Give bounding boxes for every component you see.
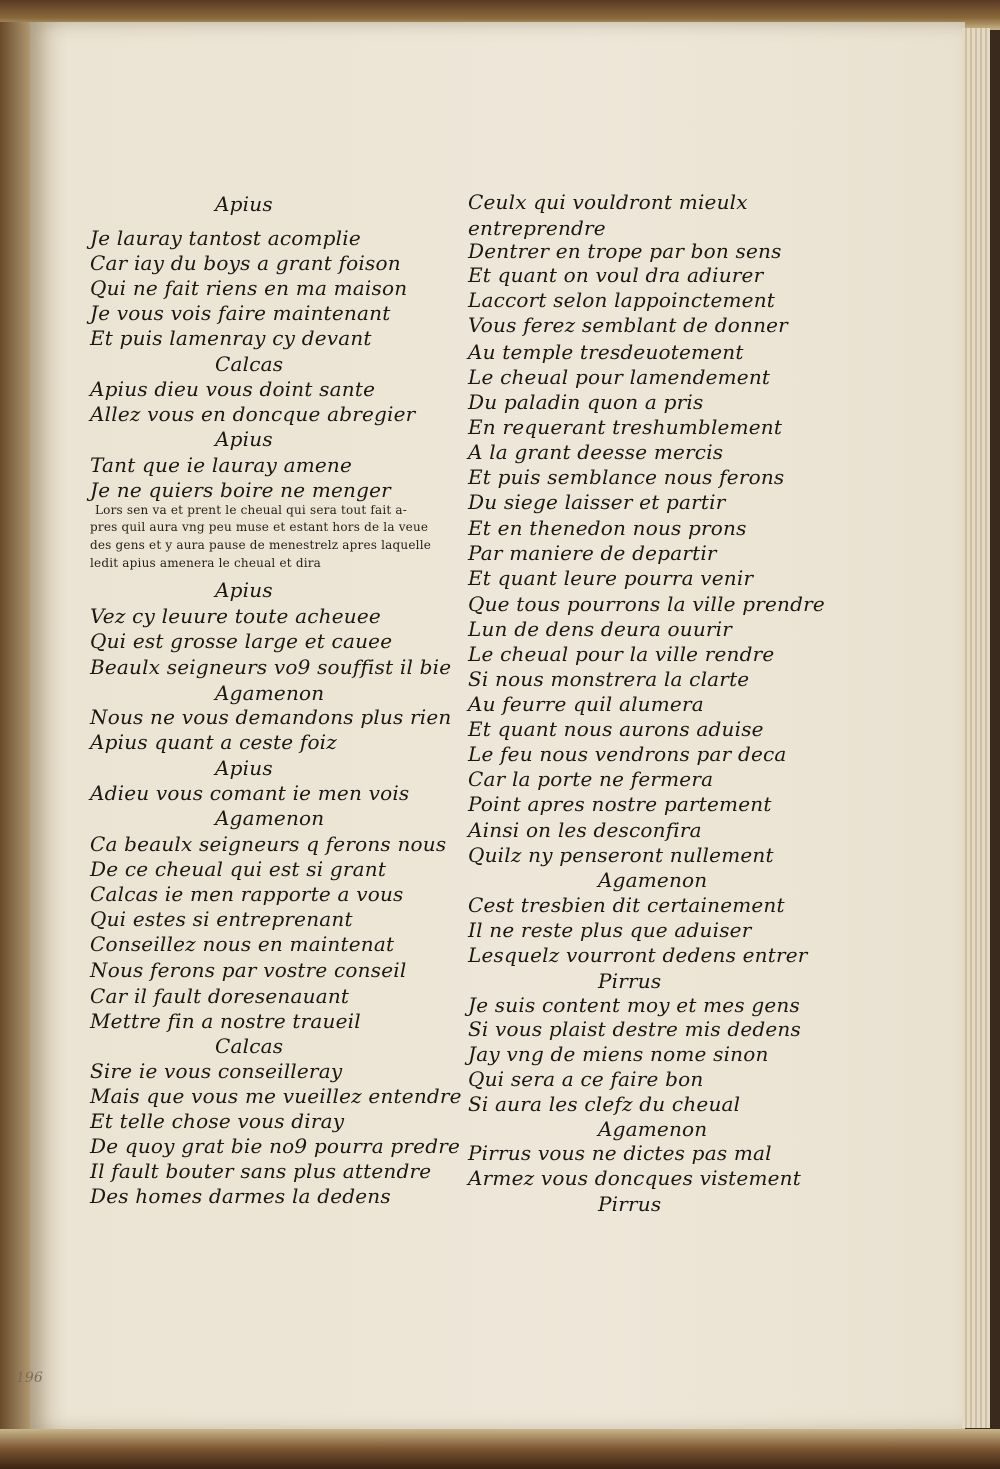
speaker-name: Apius: [215, 427, 273, 451]
verse-line: A la grant deesse mercis: [468, 440, 724, 464]
verse-line: Il fault bouter sans plus attendre: [90, 1159, 432, 1183]
folio-number: 196: [16, 1370, 43, 1386]
verse-line: Allez vous en doncque abregier: [90, 402, 416, 426]
verse-line: Et en thenedon nous prons: [468, 516, 747, 540]
verse-line: Cest tresbien dit certainement: [468, 893, 785, 917]
speaker-name: Agamenon: [598, 868, 708, 892]
speaker-name: Apius: [215, 756, 273, 780]
book-bottom-edge: [0, 1429, 1000, 1469]
verse-line: Pirrus vous ne dictes pas mal: [468, 1141, 772, 1165]
verse-line: Adieu vous comant ie men vois: [90, 781, 410, 805]
speaker-name: Apius: [215, 192, 273, 216]
verse-line: Ainsi on les desconfira: [468, 818, 702, 842]
verse-line: entreprendre: [468, 216, 606, 240]
speaker-name: Apius: [215, 578, 273, 602]
verse-line: Au temple tresdeuotement: [468, 340, 744, 364]
stage-direction: Lors sen va et prent le cheual qui sera tout fait a-: [95, 503, 408, 517]
verse-line: Conseillez nous en maintenat: [90, 932, 395, 956]
verse-line: Le cheual pour la ville rendre: [468, 642, 775, 666]
verse-line: Vous ferez semblant de donner: [468, 313, 788, 337]
page-edges: [962, 28, 990, 1428]
verse-line: Mais que vous me vueillez entendre: [90, 1084, 462, 1108]
verse-line: Tant que ie lauray amene: [90, 453, 353, 477]
verse-line: En requerant treshumblement: [468, 415, 783, 439]
verse-line: Car iay du boys a grant foison: [90, 251, 401, 275]
verse-line: Qui sera a ce faire bon: [468, 1067, 704, 1091]
verse-line: Jay vng de miens nome sinon: [468, 1042, 769, 1066]
verse-line: Que tous pourrons la ville prendre: [468, 592, 825, 616]
verse-line: Ceulx qui vouldront mieulx: [468, 190, 748, 214]
speaker-name: Agamenon: [598, 1117, 708, 1141]
speaker-name: Agamenon: [215, 806, 325, 830]
speaker-name: Calcas: [215, 352, 284, 376]
verse-line: Qui ne fait riens en ma maison: [90, 276, 408, 300]
verse-line: Apius dieu vous doint sante: [90, 377, 376, 401]
verse-line: Et puis semblance nous ferons: [468, 465, 785, 489]
verse-line: Qui estes si entreprenant: [90, 907, 353, 931]
book-gutter: [0, 22, 34, 1432]
verse-line: Par maniere de departir: [468, 541, 717, 565]
verse-line: Ca beaulx seigneurs q ferons nous: [90, 832, 447, 856]
verse-line: De ce cheual qui est si grant: [90, 857, 387, 881]
speaker-name: Calcas: [215, 1034, 284, 1058]
verse-line: Le feu nous vendrons par deca: [468, 742, 787, 766]
verse-line: Si aura les clefz du cheual: [468, 1092, 741, 1116]
verse-line: Au feurre quil alumera: [468, 692, 704, 716]
verse-line: Dentrer en trope par bon sens: [468, 239, 782, 263]
verse-line: Du siege laisser et partir: [468, 490, 726, 514]
verse-line: Car la porte ne fermera: [468, 767, 714, 791]
speaker-name: Pirrus: [598, 969, 662, 993]
verse-line: Sire ie vous conseilleray: [90, 1059, 343, 1083]
verse-line: Il ne reste plus que aduiser: [468, 918, 752, 942]
verse-line: Je vous vois faire maintenant: [90, 301, 391, 325]
verse-line: Laccort selon lappoinctement: [468, 288, 776, 312]
verse-line: Apius quant a ceste foiz: [90, 730, 338, 754]
verse-line: Si nous monstrera la clarte: [468, 667, 750, 691]
speaker-name: Pirrus: [598, 1192, 662, 1216]
verse-line: Si vous plaist destre mis dedens: [468, 1017, 801, 1041]
verse-line: Et quant on voul dra adiurer: [468, 263, 764, 287]
verse-line: Armez vous doncques vistement: [468, 1166, 801, 1190]
verse-line: Point apres nostre partement: [468, 792, 772, 816]
verse-line: Mettre fin a nostre traueil: [90, 1009, 361, 1033]
stage-direction: des gens et y aura pause de menestrelz apres laquelle: [90, 538, 432, 552]
verse-line: Calcas ie men rapporte a vous: [90, 882, 404, 906]
verse-line: Et quant nous aurons aduise: [468, 717, 764, 741]
verse-line: Du paladin quon a pris: [468, 390, 704, 414]
verse-line: Vez cy leuure toute acheuee: [90, 604, 381, 628]
verse-line: Nous ferons par vostre conseil: [90, 958, 407, 982]
verse-line: Quilz ny penseront nullement: [468, 843, 774, 867]
stage-direction: ledit apius amenera le cheual et dira: [90, 556, 322, 570]
speaker-name: Agamenon: [215, 681, 325, 705]
verse-line: Et telle chose vous diray: [90, 1109, 345, 1133]
verse-line: Je suis content moy et mes gens: [468, 993, 800, 1017]
verse-line: Qui est grosse large et cauee: [90, 629, 393, 653]
verse-line: Je lauray tantost acomplie: [90, 226, 361, 250]
verse-line: Le cheual pour lamendement: [468, 365, 771, 389]
verse-line: Et puis lamenray cy devant: [90, 326, 372, 350]
verse-line: Nous ne vous demandons plus rien: [90, 705, 452, 729]
stage-direction: pres quil aura vng peu muse et estant hors de la veue: [90, 520, 429, 534]
verse-line: Lun de dens deura ouurir: [468, 617, 733, 641]
verse-line: Des homes darmes la dedens: [90, 1184, 391, 1208]
verse-line: Je ne quiers boire ne menger: [90, 478, 391, 502]
verse-line: Et quant leure pourra venir: [468, 566, 754, 590]
verse-line: Car il fault doresenauant: [90, 984, 350, 1008]
verse-line: Lesquelz vourront dedens entrer: [468, 943, 808, 967]
verse-line: De quoy grat bie no9 pourra predre: [90, 1134, 461, 1158]
verse-line: Beaulx seigneurs vo9 souffist il bie: [90, 655, 452, 679]
